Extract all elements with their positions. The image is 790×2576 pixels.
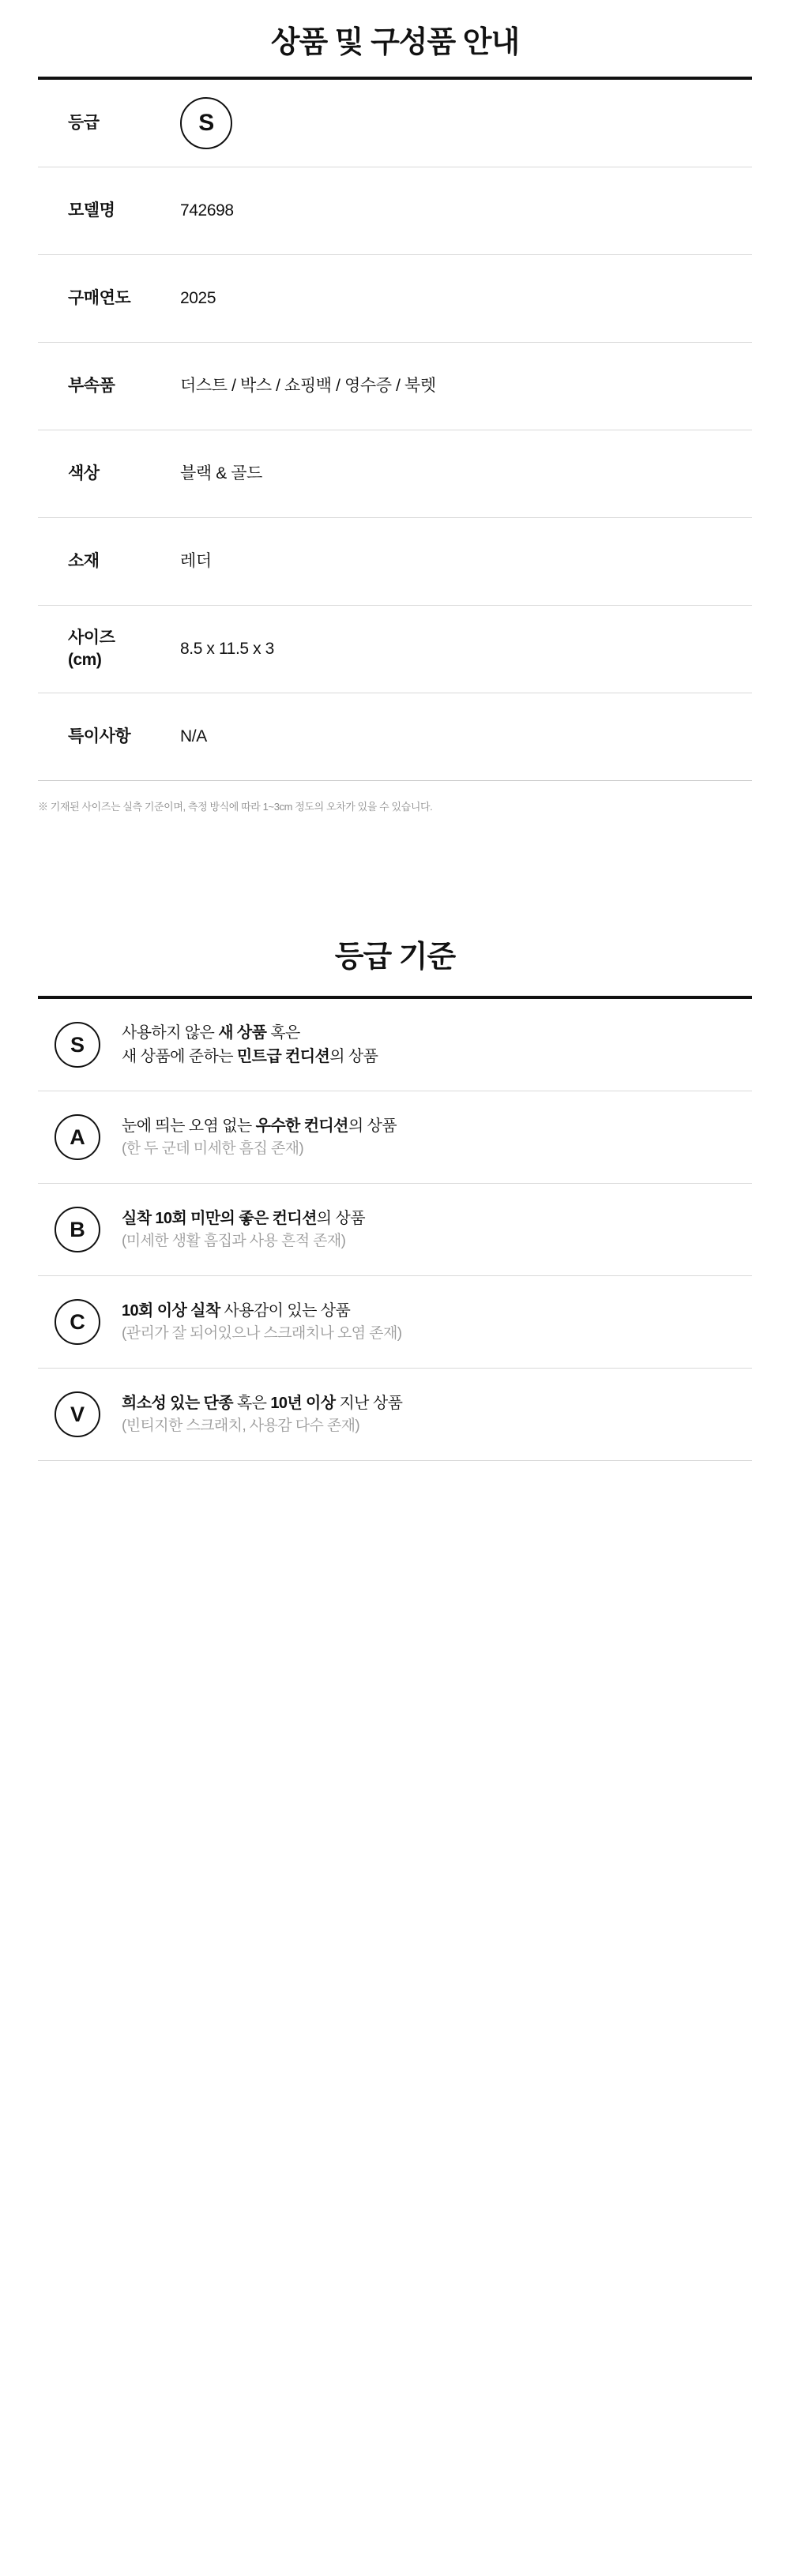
spec-label-size-line1: 사이즈 (68, 628, 115, 647)
table-row (38, 255, 752, 343)
spec-value-grade (180, 97, 752, 149)
grade-text-emphasis-2: 10년 이상 (270, 1394, 336, 1412)
table-row (38, 693, 752, 781)
table-row (38, 1184, 752, 1276)
grade-line-1 (122, 1021, 752, 1045)
grade-line-1 (122, 1391, 752, 1415)
spec-value-size: 8.5 x 11.5 x 3 (180, 640, 274, 659)
grade-text-emphasis: 새 상품 (218, 1024, 267, 1042)
spec-value-remarks: N/A (180, 727, 207, 746)
grade-section-title: 등급 기준 (334, 941, 456, 974)
size-note: ※ 기재된 사이즈는 실측 기준이며, 측정 방식에 따라 1~3cm 정도의 오차가 있을 수 있습니다. (38, 801, 433, 813)
grade-circle-s: S (55, 1022, 100, 1068)
product-info-section (0, 0, 790, 813)
grade-description (117, 1299, 752, 1346)
spec-table (38, 77, 752, 781)
grade-text-plain: 혹은 (266, 1024, 300, 1042)
table-row (38, 606, 752, 693)
grade-description (117, 1114, 752, 1161)
grade-circle-cell (38, 1114, 117, 1160)
grade-text-plain: 혹은 (232, 1394, 271, 1412)
spec-value-material: 레더 (180, 552, 212, 571)
spec-label-grade: 등급 (68, 113, 100, 132)
grade-description (117, 1391, 752, 1438)
grade-line-2 (122, 1045, 752, 1068)
grade-badge: S (180, 97, 232, 149)
grade-text-emphasis: 민트급 컨디션 (236, 1048, 330, 1065)
grade-text-plain: 의 상품 (329, 1048, 378, 1065)
spec-label-accessories: 부속품 (68, 376, 115, 395)
grade-circle-c: C (55, 1299, 100, 1345)
grade-criteria-section (0, 813, 790, 1532)
spec-label-model: 모델명 (68, 201, 115, 220)
grade-subnote: (한 두 군데 미세한 흠집 존재) (122, 1140, 304, 1157)
table-row (38, 999, 752, 1091)
table-row (38, 167, 752, 255)
grade-text-emphasis: 우수한 컨디션 (255, 1117, 348, 1135)
table-row (38, 430, 752, 518)
spec-label-remarks: 특이사항 (68, 727, 131, 745)
grade-text-emphasis: 10회 이상 실착 (122, 1301, 220, 1320)
grade-subnote: (미세한 생활 흠집과 사용 흔적 존재) (122, 1232, 346, 1249)
grade-text-plain: 사용감이 있는 상품 (220, 1301, 351, 1320)
grade-subnote: (관리가 잘 되어있으나 스크래치나 오염 존재) (122, 1324, 402, 1342)
grade-text-emphasis: 실착 10회 미만의 좋은 컨디션 (122, 1209, 317, 1227)
grade-description (117, 1207, 752, 1253)
bottom-spacer (0, 1461, 790, 1532)
grade-circle-a: A (55, 1114, 100, 1160)
grade-circle-cell (38, 1207, 117, 1252)
grade-table (38, 996, 752, 1461)
spec-value-model: 742698 (180, 201, 234, 220)
grade-text-emphasis: 희소성 있는 단종 (122, 1394, 233, 1412)
spec-label-material: 소재 (68, 551, 100, 570)
grade-text-plain: 사용하지 않은 (122, 1024, 219, 1042)
grade-circle-v: V (55, 1391, 100, 1437)
table-row (38, 80, 752, 167)
spec-label-purchase-year: 구매연도 (68, 288, 131, 307)
grade-description (117, 1021, 752, 1068)
grade-subnote: (빈티지한 스크래치, 사용감 다수 존재) (122, 1417, 360, 1434)
grade-circle-cell (38, 1022, 117, 1068)
grade-text-plain: 지난 상품 (335, 1394, 403, 1412)
page-title: 상품 및 구성품 안내 (270, 26, 520, 59)
spec-value-color: 블랙 & 골드 (180, 464, 263, 483)
grade-line-1 (122, 1207, 752, 1230)
table-row (38, 518, 752, 606)
grade-circle-cell (38, 1299, 117, 1345)
grade-text-plain: 의 상품 (316, 1209, 365, 1227)
table-row (38, 1369, 752, 1461)
grade-text-plain: 새 상품에 준하는 (122, 1048, 237, 1065)
spec-value-accessories: 더스트 / 박스 / 쇼핑백 / 영수증 / 북렛 (180, 377, 436, 396)
table-row (38, 343, 752, 430)
grade-circle-b: B (55, 1207, 100, 1252)
table-row (38, 1091, 752, 1184)
spec-label-color: 색상 (68, 464, 100, 483)
grade-line-1 (122, 1299, 752, 1323)
spec-label-size-line2: (cm) (68, 651, 102, 669)
grade-line-1 (122, 1114, 752, 1138)
grade-text-plain: 눈에 띄는 오염 없는 (122, 1117, 256, 1135)
table-row (38, 1276, 752, 1369)
grade-text-plain: 의 상품 (348, 1117, 397, 1135)
spec-label-size (38, 627, 180, 672)
grade-circle-cell (38, 1391, 117, 1437)
spec-value-purchase-year: 2025 (180, 289, 216, 308)
